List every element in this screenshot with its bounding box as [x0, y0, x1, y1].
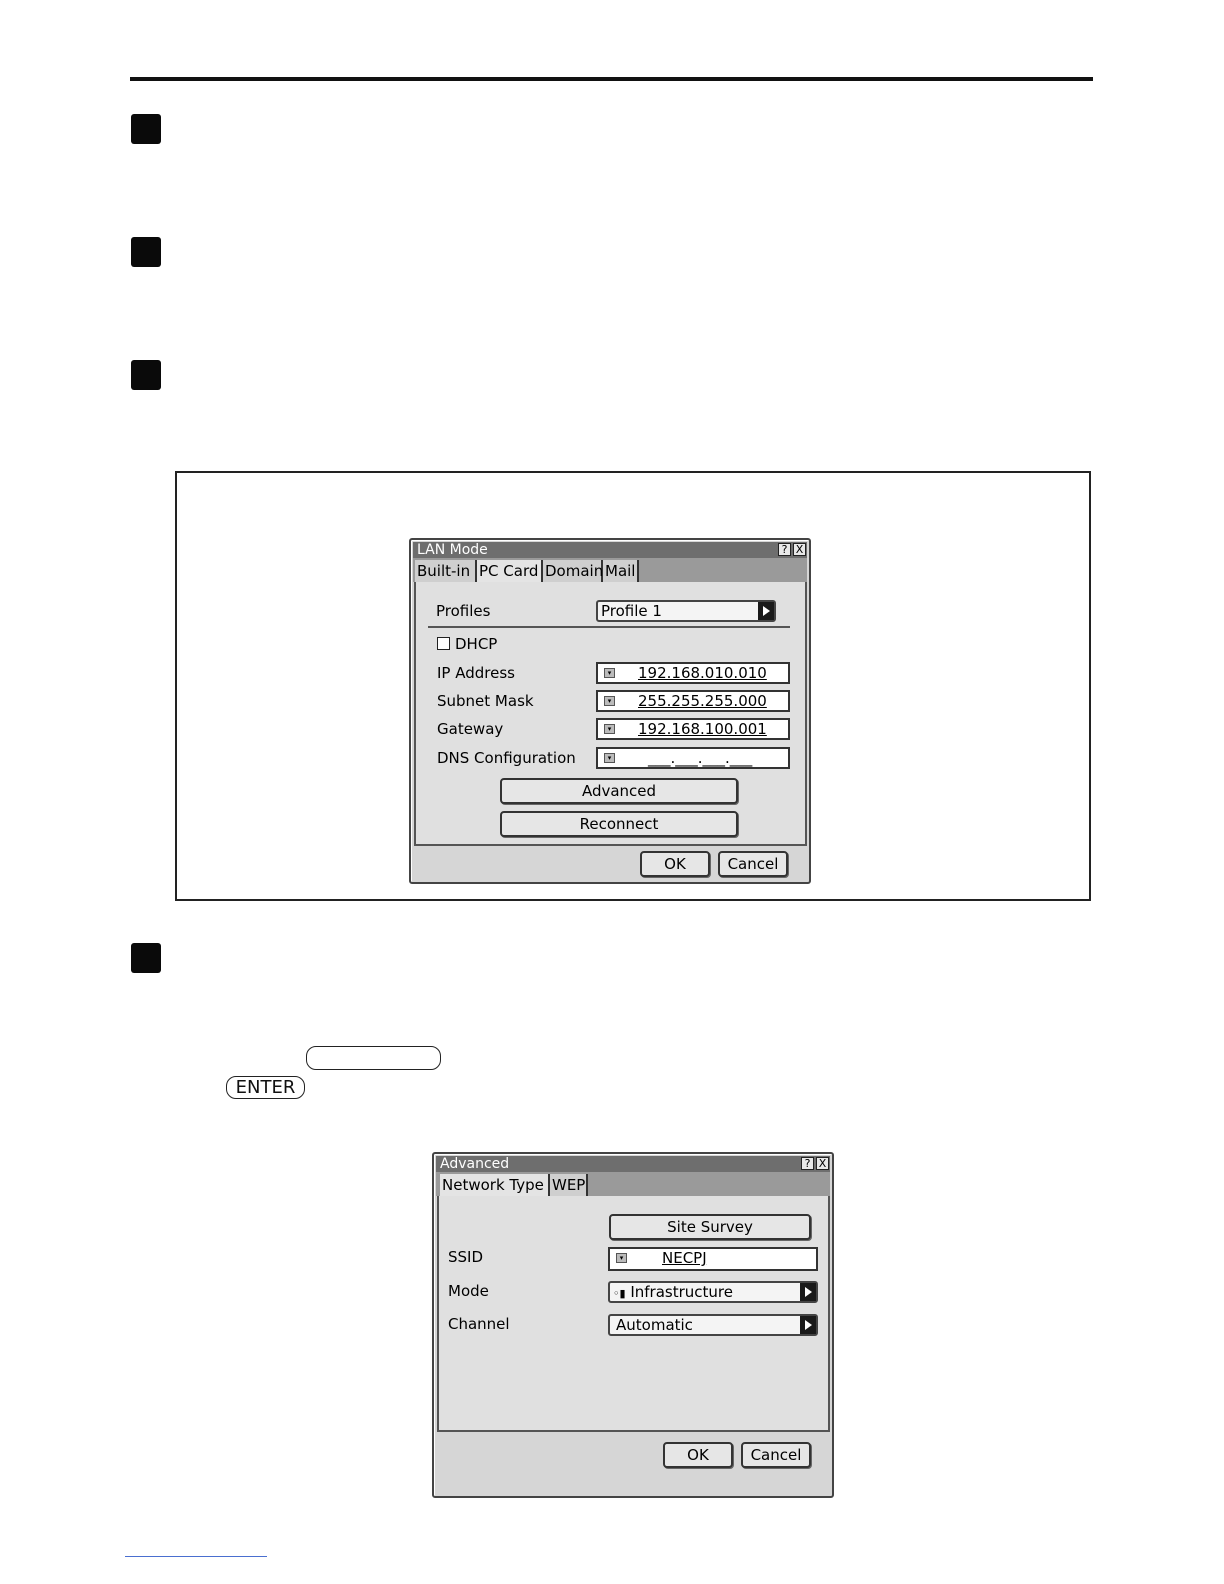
- close-icon[interactable]: X: [816, 1157, 829, 1170]
- advanced-tab-row: [436, 1172, 830, 1196]
- dns-configuration-value: ___.___.___.___: [648, 749, 753, 767]
- subnet-mask-field[interactable]: [596, 690, 790, 712]
- mode-select[interactable]: [608, 1281, 818, 1303]
- subnet-mask-value: 255.255.255.000: [638, 692, 767, 710]
- ok-button[interactable]: OK: [640, 851, 710, 877]
- ok-button[interactable]: OK: [663, 1442, 733, 1468]
- reconnect-button[interactable]: Reconnect: [500, 811, 738, 837]
- site-survey-button[interactable]: Site Survey: [609, 1214, 811, 1240]
- gateway-value: 192.168.100.001: [638, 720, 767, 738]
- profiles-select[interactable]: [596, 600, 776, 622]
- channel-value: Automatic: [616, 1316, 693, 1334]
- subnet-mask-label: Subnet Mask: [437, 692, 534, 710]
- input-icon: ▾: [616, 1253, 627, 1263]
- dns-configuration-field[interactable]: [596, 747, 790, 769]
- channel-label: Channel: [448, 1315, 510, 1333]
- tab-network-type[interactable]: Network Type: [440, 1174, 550, 1196]
- input-icon: ▾: [604, 724, 615, 734]
- step-marker-3: [131, 360, 161, 390]
- help-icon[interactable]: ?: [801, 1157, 814, 1170]
- arrow-right-icon: [758, 602, 774, 620]
- step-marker-4: [131, 943, 161, 973]
- step-marker-2: [131, 237, 161, 267]
- profiles-label: Profiles: [436, 602, 491, 620]
- channel-select[interactable]: [608, 1314, 818, 1336]
- dhcp-label: DHCP: [455, 635, 498, 653]
- tab-mail[interactable]: Mail: [603, 560, 639, 582]
- ip-address-value: 192.168.010.010: [638, 664, 767, 682]
- lan-tab-panel: [414, 582, 807, 846]
- arrow-right-icon: [800, 1316, 816, 1334]
- input-icon: ▾: [604, 668, 615, 678]
- ssid-value: NECPJ: [662, 1249, 707, 1267]
- ip-address-field[interactable]: [596, 662, 790, 684]
- enter-key: ENTER: [226, 1076, 305, 1099]
- ssid-field[interactable]: [608, 1247, 818, 1271]
- dhcp-checkbox[interactable]: [437, 637, 450, 650]
- input-icon: ▾: [604, 696, 615, 706]
- lan-tab-row: [413, 558, 807, 582]
- tab-pc-card[interactable]: PC Card: [477, 560, 543, 582]
- lan-mode-titlebar: [413, 542, 807, 558]
- close-icon[interactable]: X: [793, 543, 806, 556]
- dns-configuration-label: DNS Configuration: [437, 749, 576, 767]
- header-rule: [130, 77, 1093, 81]
- gateway-label: Gateway: [437, 720, 504, 738]
- lan-mode-dialog: [409, 538, 811, 884]
- help-icon[interactable]: ?: [778, 543, 791, 556]
- mode-value: Infrastructure: [630, 1283, 733, 1301]
- ip-address-label: IP Address: [437, 664, 515, 682]
- mode-label: Mode: [448, 1282, 489, 1300]
- arrow-right-icon: [800, 1283, 816, 1301]
- ssid-label: SSID: [448, 1248, 484, 1266]
- cancel-button[interactable]: Cancel: [718, 851, 788, 877]
- tab-built-in[interactable]: Built-in: [415, 560, 477, 582]
- tab-wep[interactable]: WEP: [550, 1174, 588, 1196]
- antenna-icon: ◦▮: [613, 1287, 626, 1300]
- key-button-outline: [306, 1046, 441, 1070]
- advanced-title: Advanced: [440, 1156, 510, 1172]
- profiles-value: Profile 1: [601, 602, 662, 620]
- profiles-separator: [428, 626, 790, 628]
- advanced-tab-panel: [437, 1196, 830, 1432]
- advanced-titlebar: [436, 1156, 830, 1172]
- tab-domain[interactable]: Domain: [545, 562, 604, 580]
- step-marker-1: [131, 114, 161, 144]
- lan-mode-title: LAN Mode: [417, 542, 488, 558]
- advanced-button[interactable]: Advanced: [500, 778, 738, 804]
- advanced-dialog: [432, 1152, 834, 1498]
- gateway-field[interactable]: [596, 718, 790, 740]
- cancel-button[interactable]: Cancel: [741, 1442, 811, 1468]
- footer-link-line: [125, 1556, 267, 1557]
- input-icon: ▾: [604, 753, 615, 763]
